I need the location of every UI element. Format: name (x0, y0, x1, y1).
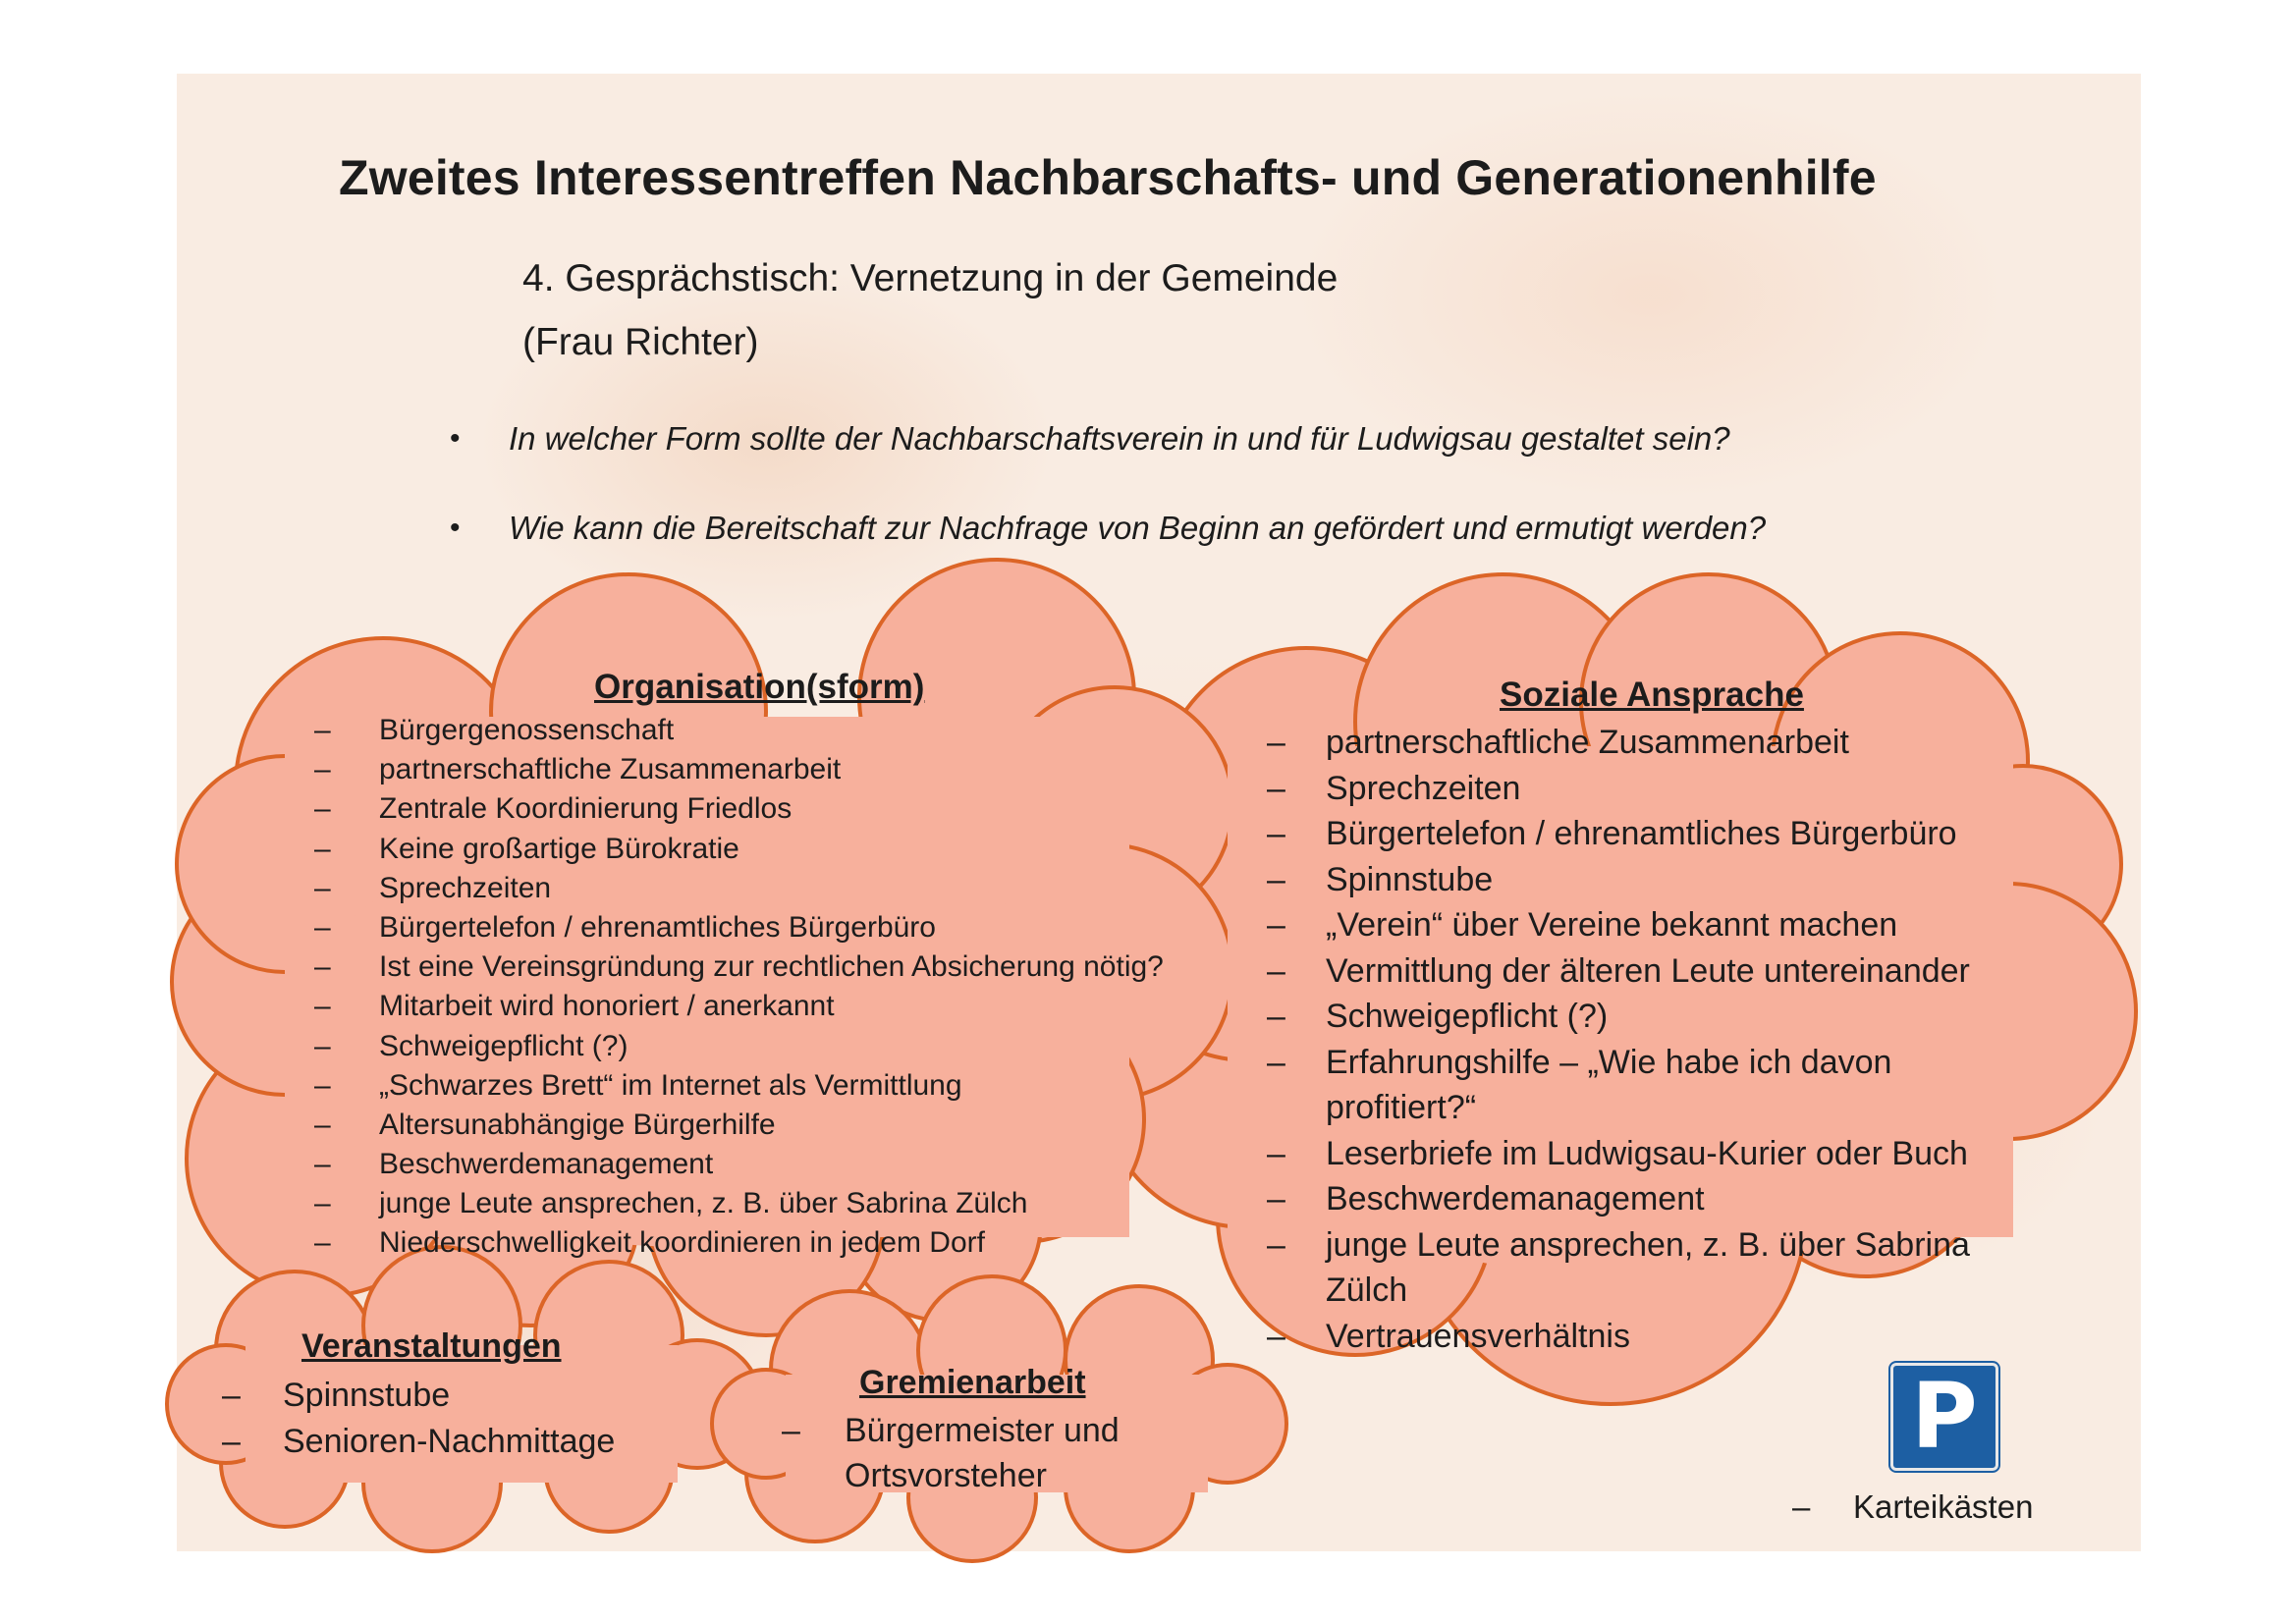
question-1: In welcher Form sollte der Nachbarschaftsverein in und für Ludwigsau gestaltet sein? (509, 420, 1730, 457)
list-item: – Zentrale Koordinierung Friedlos (314, 792, 793, 826)
list-item: – Keine großartige Bürokratie (314, 832, 739, 865)
list-item: – Vertrauensverhältnis (1267, 1317, 1630, 1355)
list-item: – Bürgertelefon / ehrenamtliches Bürgerbüro (314, 910, 936, 944)
list-item: – „Schwarzes Brett“ im Internet als Vermittlung (314, 1068, 962, 1102)
list-item: – Beschwerdemanagement (1267, 1180, 1705, 1217)
list-item: – Schweigepflicht (?) (314, 1029, 629, 1062)
list-item: – Vermittlung der älteren Leute untereinander (1267, 951, 1970, 990)
list-item: – partnerschaftliche Zusammenarbeit (1267, 724, 1849, 761)
list-item: – Bürgergenossenschaft (314, 714, 675, 746)
list-item: – Mitarbeit wird honoriert / anerkannt (314, 990, 835, 1023)
list-item: – Spinnstube (1267, 860, 1494, 898)
list-item: – Ist eine Vereinsgründung zur rechtlichen Absicherung nötig? (314, 950, 1164, 984)
list-item: – Sprechzeiten (1267, 769, 1521, 807)
list-item: – Niederschwelligkeit koordinieren in jedem Dorf (314, 1226, 985, 1260)
parking-list (1792, 1488, 2033, 1527)
veranstaltungen-list (222, 1373, 615, 1465)
organisation-heading: Organisation(sform) (594, 668, 925, 706)
bullet-icon: • (450, 422, 461, 455)
list-item: – junge Leute ansprechen, z. B. über Sabrina Zülch (314, 1187, 1028, 1220)
soziale-ansprache-list (1267, 720, 1970, 1359)
question-2: Wie kann die Bereitschaft zur Nachfrage von Beginn an gefördert und ermutigt werden? (509, 510, 1767, 546)
list-item: – Bürgermeister und Ortsvorsteher (782, 1412, 1120, 1494)
list-item: – Bürgertelefon / ehrenamtliches Bürgerbüro (1267, 815, 1957, 852)
subtitle-person: (Frau Richter) (522, 321, 759, 363)
list-item: – „Verein“ über Vereine bekannt machen (1267, 906, 1898, 944)
list-item: – Karteikästen (1792, 1488, 2034, 1525)
list-item: – Erfahrungshilfe – „Wie habe ich davon profitiert?“ (1267, 1043, 1892, 1126)
bullet-icon: • (450, 512, 461, 544)
parking-sign-icon: P (1890, 1363, 1998, 1471)
list-item: – Schweigepflicht (?) (1267, 998, 1609, 1035)
gremienarbeit-list (782, 1408, 1169, 1498)
organisation-list (314, 711, 1164, 1264)
subtitle: 4. Gesprächstisch: Vernetzung in der Gemeinde (522, 257, 1339, 299)
soziale-ansprache-heading: Soziale Ansprache (1500, 676, 1804, 714)
list-item: – Altersunabhängige Bürgerhilfe (314, 1108, 776, 1141)
veranstaltungen-heading: Veranstaltungen (301, 1327, 562, 1365)
list-item: – Leserbriefe im Ludwigsau-Kurier oder Buch (1267, 1134, 1968, 1172)
page-title: Zweites Interessentreffen Nachbarschafts- und Generationenhilfe (339, 150, 1877, 205)
list-item: – Beschwerdemanagement (314, 1148, 714, 1181)
list-item: – Sprechzeiten (314, 871, 552, 904)
list-item: – junge Leute ansprechen, z. B. über Sabrina Zülch (1267, 1225, 1970, 1309)
list-item: – Spinnstube (222, 1377, 451, 1414)
gremienarbeit-heading: Gremienarbeit (859, 1364, 1086, 1401)
list-item: – partnerschaftliche Zusammenarbeit (314, 753, 842, 786)
list-item: – Senioren-Nachmittage (222, 1423, 616, 1460)
